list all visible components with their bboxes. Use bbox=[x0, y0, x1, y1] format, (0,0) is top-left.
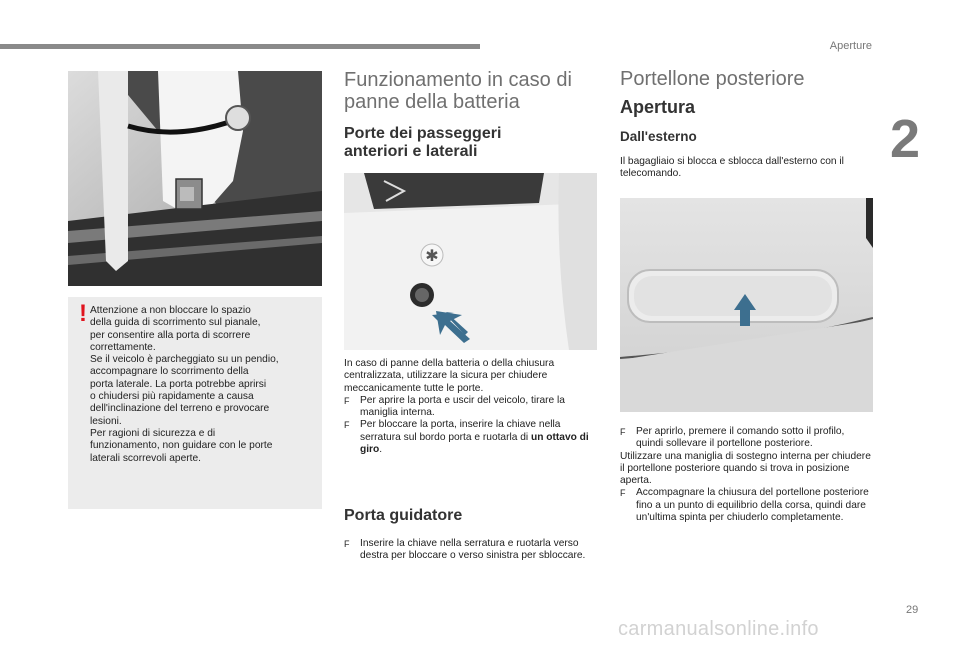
list-item bbox=[620, 426, 872, 451]
chapter-number: 2 bbox=[890, 109, 921, 169]
passenger-title-line1: Porte dei passeggeri bbox=[344, 125, 502, 142]
bullet-mark: F bbox=[344, 420, 350, 431]
list-item bbox=[344, 395, 596, 420]
tailgate-instructions bbox=[620, 426, 872, 524]
watermark: carmanualsonline.info bbox=[618, 618, 819, 640]
battery-intro: In caso di panne della batteria o della chiusura centralizzata, utilizzare la sicura per chiudere meccanicamente tutte le porte. bbox=[344, 358, 555, 394]
outside-title: Dall'esterno bbox=[620, 129, 697, 144]
warning-text: Attenzione a non bloccare lo spazio della guida di scorrimento sul pianale, per consentire alla porta di scorrere correttamente. Se il veicolo è parcheggiato su un pendio, accompagnare lo scorrimento della porta laterale. La porta potrebbe aprirsi o chiudersi più rapidamente a causa dell'inclinazione del terreno e provocare lesioni. Per ragioni di sicurezza e di funzionamento, non guidare con le porte laterali scorrevoli aperte. bbox=[90, 305, 279, 464]
bullet-text-part: . bbox=[379, 444, 383, 456]
door-lock-photo bbox=[344, 173, 597, 350]
list-item bbox=[344, 538, 596, 563]
bullet-mark: F bbox=[620, 427, 626, 437]
bullet-mark: F bbox=[344, 395, 350, 406]
warning-icon: ! bbox=[79, 300, 87, 327]
driver-instructions bbox=[344, 538, 596, 563]
battery-instructions bbox=[344, 358, 596, 456]
battery-title-line2: panne della batteria bbox=[344, 91, 520, 113]
warning-box bbox=[68, 297, 322, 509]
tailgate-title: Portellone posteriore bbox=[620, 68, 805, 90]
bullet-text: Inserire la chiave nella serratura e ruotarla verso destra per bloccare o verso sinistra per sbloccare. bbox=[360, 538, 586, 562]
driver-door-title: Porta guidatore bbox=[344, 507, 463, 524]
bullet-text-part: Per bloccare la porta, inserire la chiave nella serratura sul bordo porta e ruotarla di bbox=[360, 419, 561, 443]
tailgate-handle-photo bbox=[620, 198, 873, 412]
bullet-text: Per aprirlo, premere il comando sotto il profilo, quindi sollevare il portellone posteriore. bbox=[636, 426, 845, 450]
bullet-mark: F bbox=[620, 488, 626, 499]
passenger-doors-title bbox=[344, 125, 594, 161]
bullet-text bbox=[360, 419, 596, 456]
sliding-door-rail-photo bbox=[68, 71, 322, 286]
list-item bbox=[344, 419, 596, 456]
bullet-text: Accompagnare la chiusura del portellone posteriore fino a un punto di equilibrio della corsa, quindi dare un'ultima spinta per chiuderlo completamente. bbox=[636, 487, 869, 524]
section-label: Aperture bbox=[829, 40, 872, 52]
outside-text: Il bagagliaio si blocca e sblocca dall'esterno con il telecomando. bbox=[620, 156, 844, 180]
page-number: 29 bbox=[906, 604, 919, 616]
battery-title-line1: Funzionamento in caso di bbox=[344, 69, 572, 91]
bullet-mark: F bbox=[344, 539, 350, 549]
battery-title bbox=[344, 69, 604, 113]
tailgate-subtitle: Apertura bbox=[620, 97, 696, 117]
passenger-title-line2: anteriori e laterali bbox=[344, 143, 478, 160]
header-rule bbox=[0, 44, 480, 49]
bullet-text: Per aprire la porta e uscir del veicolo, tirare la maniglia interna. bbox=[360, 394, 565, 419]
svg-text:✱: ✱ bbox=[425, 246, 439, 265]
tailgate-middle-text: Utilizzare una maniglia di sostegno interna per chiudere il portellone posteriore quando si trova in posizione aperta. bbox=[620, 450, 871, 487]
bullet-text-bold: un ottavo di giro bbox=[360, 431, 589, 456]
list-item bbox=[620, 487, 872, 524]
